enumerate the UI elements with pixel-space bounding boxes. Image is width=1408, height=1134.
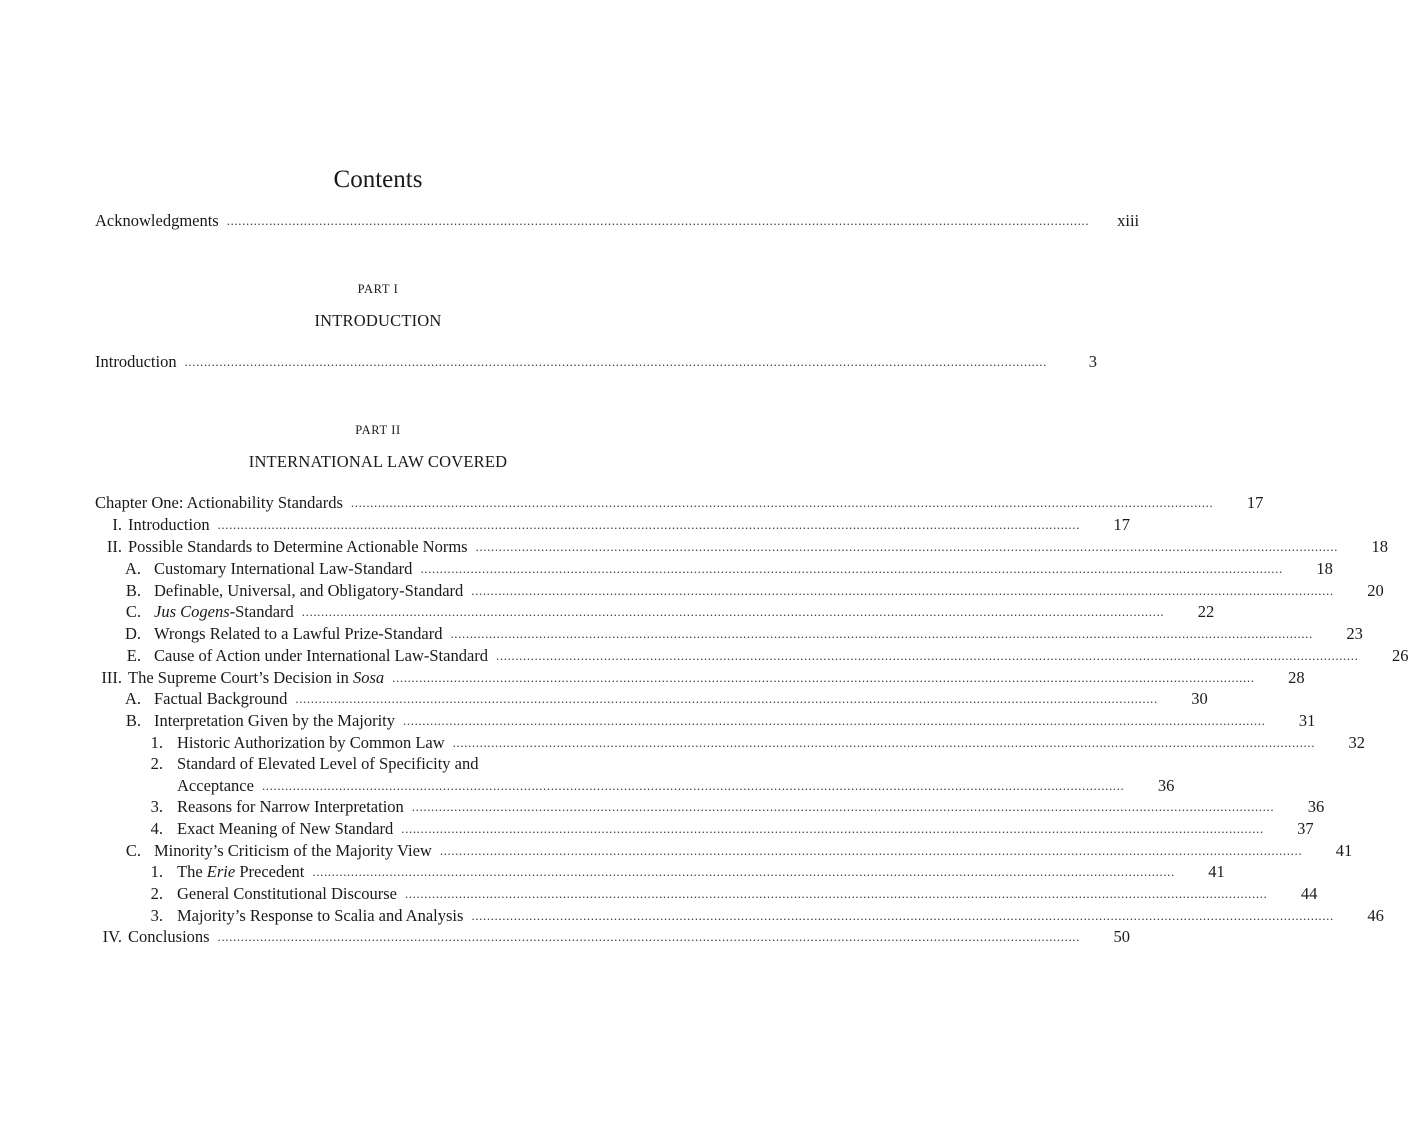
dot-leader — [302, 601, 1164, 621]
entry-label: Possible Standards to Determine Actionable Norms — [128, 537, 468, 556]
page-title: Contents — [333, 166, 423, 193]
entry-label — [154, 602, 294, 622]
page-number: 41 — [1335, 841, 1353, 860]
entry-label: Conclusions — [128, 927, 210, 946]
toc-entry-introduction[interactable] — [95, 352, 1097, 374]
page-number: xiii — [1117, 211, 1140, 230]
entry-label: Majority’s Response to Scalia and Analysis — [177, 906, 464, 925]
toc-entry-item-line2[interactable] — [177, 776, 1175, 798]
dot-leader — [218, 514, 1080, 534]
page-number: 44 — [1300, 884, 1318, 903]
dot-leader — [471, 580, 1333, 600]
dot-leader — [440, 840, 1302, 860]
entry-number: 3. — [150, 906, 163, 925]
entry-number: D. — [124, 624, 141, 643]
entry-number: A. — [124, 689, 141, 708]
dot-leader — [185, 351, 1047, 371]
page-number: 20 — [1367, 581, 1384, 600]
entry-number: 2. — [150, 884, 163, 903]
entry-label-pre: The Supreme Court’s Decision in — [128, 668, 354, 687]
page-number: 46 — [1367, 906, 1384, 925]
toc-entry-subsection[interactable] — [95, 711, 1316, 733]
toc-entry-subsection[interactable] — [95, 841, 1353, 863]
page-number: 26 — [1391, 646, 1408, 665]
dot-leader — [405, 883, 1267, 903]
part-label: PART II — [355, 423, 401, 437]
dot-leader — [496, 645, 1358, 665]
entry-number: I. — [112, 515, 122, 534]
entry-number: 4. — [150, 819, 163, 838]
entry-number: IV. — [102, 927, 122, 946]
toc-entry-section[interactable] — [95, 668, 1305, 690]
entry-label: Interpretation Given by the Majority — [154, 711, 396, 730]
toc-entry-item[interactable] — [95, 906, 1384, 928]
page-number: 36 — [1157, 776, 1175, 795]
entry-label: Introduction — [95, 352, 177, 371]
toc-entry-section[interactable] — [95, 537, 1388, 559]
entry-label: Customary International Law-Standard — [154, 559, 413, 578]
dot-leader — [420, 558, 1282, 578]
entry-label: Definable, Universal, and Obligatory-Standard — [154, 581, 464, 600]
page-number: 22 — [1197, 602, 1215, 621]
dot-leader — [218, 926, 1080, 946]
entry-label-italic: Sosa — [353, 668, 385, 687]
toc-entry-item[interactable] — [95, 862, 1225, 884]
toc-entry-subsection[interactable] — [95, 602, 1215, 624]
entry-label: Reasons for Narrow Interpretation — [177, 797, 404, 816]
page-number: 17 — [1246, 493, 1264, 512]
entry-label-italic: Jus Cogens — [154, 602, 230, 621]
entry-number: C. — [125, 602, 141, 621]
page-number: 3 — [1088, 352, 1097, 371]
entry-label — [128, 668, 384, 688]
dot-leader — [471, 905, 1333, 925]
page-number: 18 — [1316, 559, 1333, 578]
page-number: 17 — [1113, 515, 1130, 534]
dot-leader — [412, 796, 1274, 816]
part-title: INTRODUCTION — [314, 311, 442, 330]
toc-entry-item[interactable] — [95, 797, 1325, 819]
entry-label-italic: Erie — [206, 862, 236, 881]
entry-number: B. — [125, 581, 141, 600]
toc-entry-item-line1[interactable] — [95, 754, 662, 776]
toc-entry-acknowledgments[interactable] — [95, 211, 1140, 233]
dot-leader — [403, 710, 1265, 730]
entry-label: Cause of Action under International Law-Standard — [154, 646, 489, 665]
entry-number: 1. — [150, 862, 163, 881]
page-number: 18 — [1371, 537, 1388, 556]
toc-entry-section[interactable] — [95, 515, 1130, 537]
entry-label: Introduction — [128, 515, 210, 534]
page-number: 50 — [1113, 927, 1130, 946]
dot-leader — [351, 492, 1213, 512]
toc-entry-item[interactable] — [95, 819, 1314, 841]
dot-leader — [312, 861, 1174, 881]
entry-label: Exact Meaning of New Standard — [177, 819, 394, 838]
page-number: 23 — [1346, 624, 1363, 643]
toc-entry-item[interactable] — [95, 733, 1366, 755]
toc-entry-subsection[interactable] — [95, 581, 1384, 603]
entry-label: Historic Authorization by Common Law — [177, 733, 445, 752]
page-number: 31 — [1298, 711, 1316, 730]
page-number: 37 — [1297, 819, 1314, 838]
toc-entry-chapter[interactable] — [95, 493, 1264, 515]
entry-number: II. — [106, 537, 122, 556]
entry-number: 3. — [150, 797, 163, 816]
entry-label: Factual Background — [154, 689, 288, 708]
toc-entry-subsection[interactable] — [95, 689, 1208, 711]
page-number: 28 — [1288, 668, 1305, 687]
dot-leader — [262, 775, 1124, 795]
entry-number: C. — [125, 841, 141, 860]
entry-number: E. — [126, 646, 141, 665]
dot-leader — [295, 688, 1157, 708]
dot-leader — [476, 536, 1338, 556]
entry-label-pre: The — [177, 862, 207, 881]
part-title: INTERNATIONAL LAW COVERED — [248, 452, 508, 471]
dot-leader — [401, 818, 1263, 838]
part-label: PART I — [357, 282, 399, 296]
entry-number: 1. — [150, 733, 163, 752]
entry-label: General Constitutional Discourse — [177, 884, 397, 903]
entry-label: Minority’s Criticism of the Majority View — [154, 841, 432, 860]
entry-number: 2. — [150, 754, 163, 773]
entry-number: B. — [125, 711, 141, 730]
page-number: 41 — [1208, 862, 1225, 881]
dot-leader — [227, 210, 1089, 230]
dot-leader — [453, 732, 1315, 752]
toc-entry-item[interactable] — [95, 884, 1318, 906]
entry-label: Acceptance — [177, 776, 254, 795]
dot-leader — [392, 667, 1254, 687]
page-number: 30 — [1191, 689, 1208, 708]
page-number: 32 — [1348, 733, 1366, 752]
entry-label: Chapter One: Actionability Standards — [95, 493, 343, 512]
entry-label: Acknowledgments — [95, 211, 219, 230]
toc-entry-subsection[interactable] — [95, 624, 1363, 646]
entry-label: Wrongs Related to a Lawful Prize-Standard — [154, 624, 443, 643]
toc-entry-section[interactable] — [95, 927, 1130, 949]
entry-number: III. — [101, 668, 122, 687]
entry-label: Standard of Elevated Level of Specificity and — [177, 754, 479, 773]
entry-label — [177, 862, 304, 882]
dot-leader — [450, 623, 1312, 643]
entry-label-rest: -Standard — [229, 602, 294, 621]
toc-entry-subsection[interactable] — [95, 646, 1408, 668]
page-number: 36 — [1307, 797, 1325, 816]
entry-number: A. — [124, 559, 141, 578]
toc-entry-subsection[interactable] — [95, 559, 1333, 581]
entry-label-rest: Precedent — [235, 862, 305, 881]
